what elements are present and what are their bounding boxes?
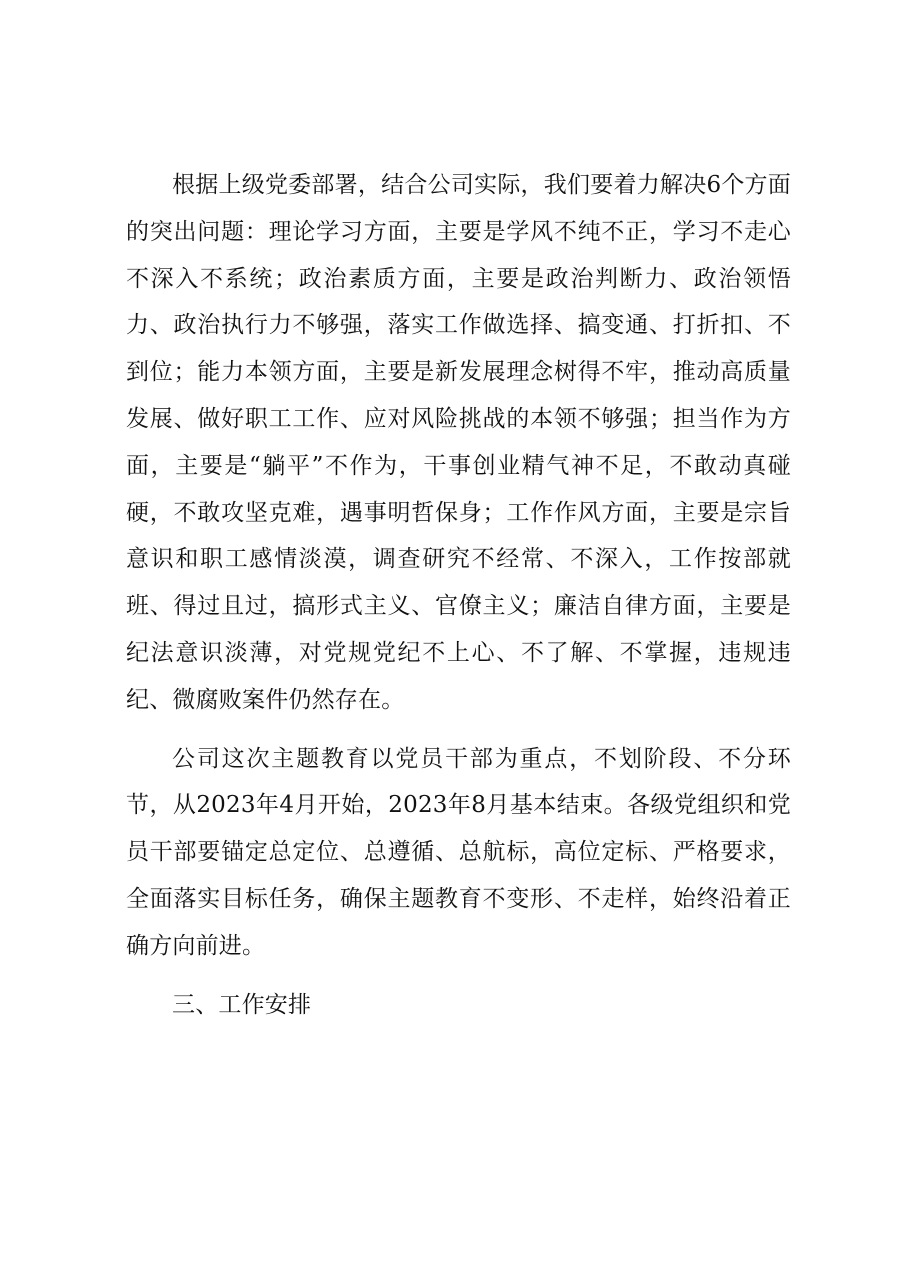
document-body xyxy=(126,162,791,1028)
paragraph-schedule: 公司这次主题教育以党员干部为重点，不划阶段、不分环节，从2023年4月开始，2023年8月基本结束。各级党组织和党员干部要锚定总定位、总遵循、总航标，高位定标、严格要求，全面落实目标任务，确保主题教育不变形、不走样，始终沿着正确方向前进。 xyxy=(126,745,791,959)
section-heading: 三、工作安排 xyxy=(172,991,312,1018)
paragraph-problems: 根据上级党委部署，结合公司实际，我们要着力解决6个方面的突出问题：理论学习方面，主要是学风不纯不正，学习不走心不深入不系统；政治素质方面，主要是政治判断力、政治领悟力、政治执行力不够强，落实工作做选择、搞变通、打折扣、不到位；能力本领方面，主要是新发展理念树得不牢，推动高质量发展、做好职工工作、应对风险挑战的本领不够强；担当作为方面，主要是“躺平”不作为，干事创业精气神不足，不敢动真碰硬，不敢攻坚克难，遇事明哲保身；工作作风方面，主要是宗旨意识和职工感情淡漠，调查研究不经常、不深入，工作按部就班、得过且过，搞形式主义、官僚主义；廉洁自律方面，主要是纪法意识淡薄，对党规党纪不上心、不了解、不掌握，违规违纪、微腐败案件仍然存在。 xyxy=(126,172,791,713)
